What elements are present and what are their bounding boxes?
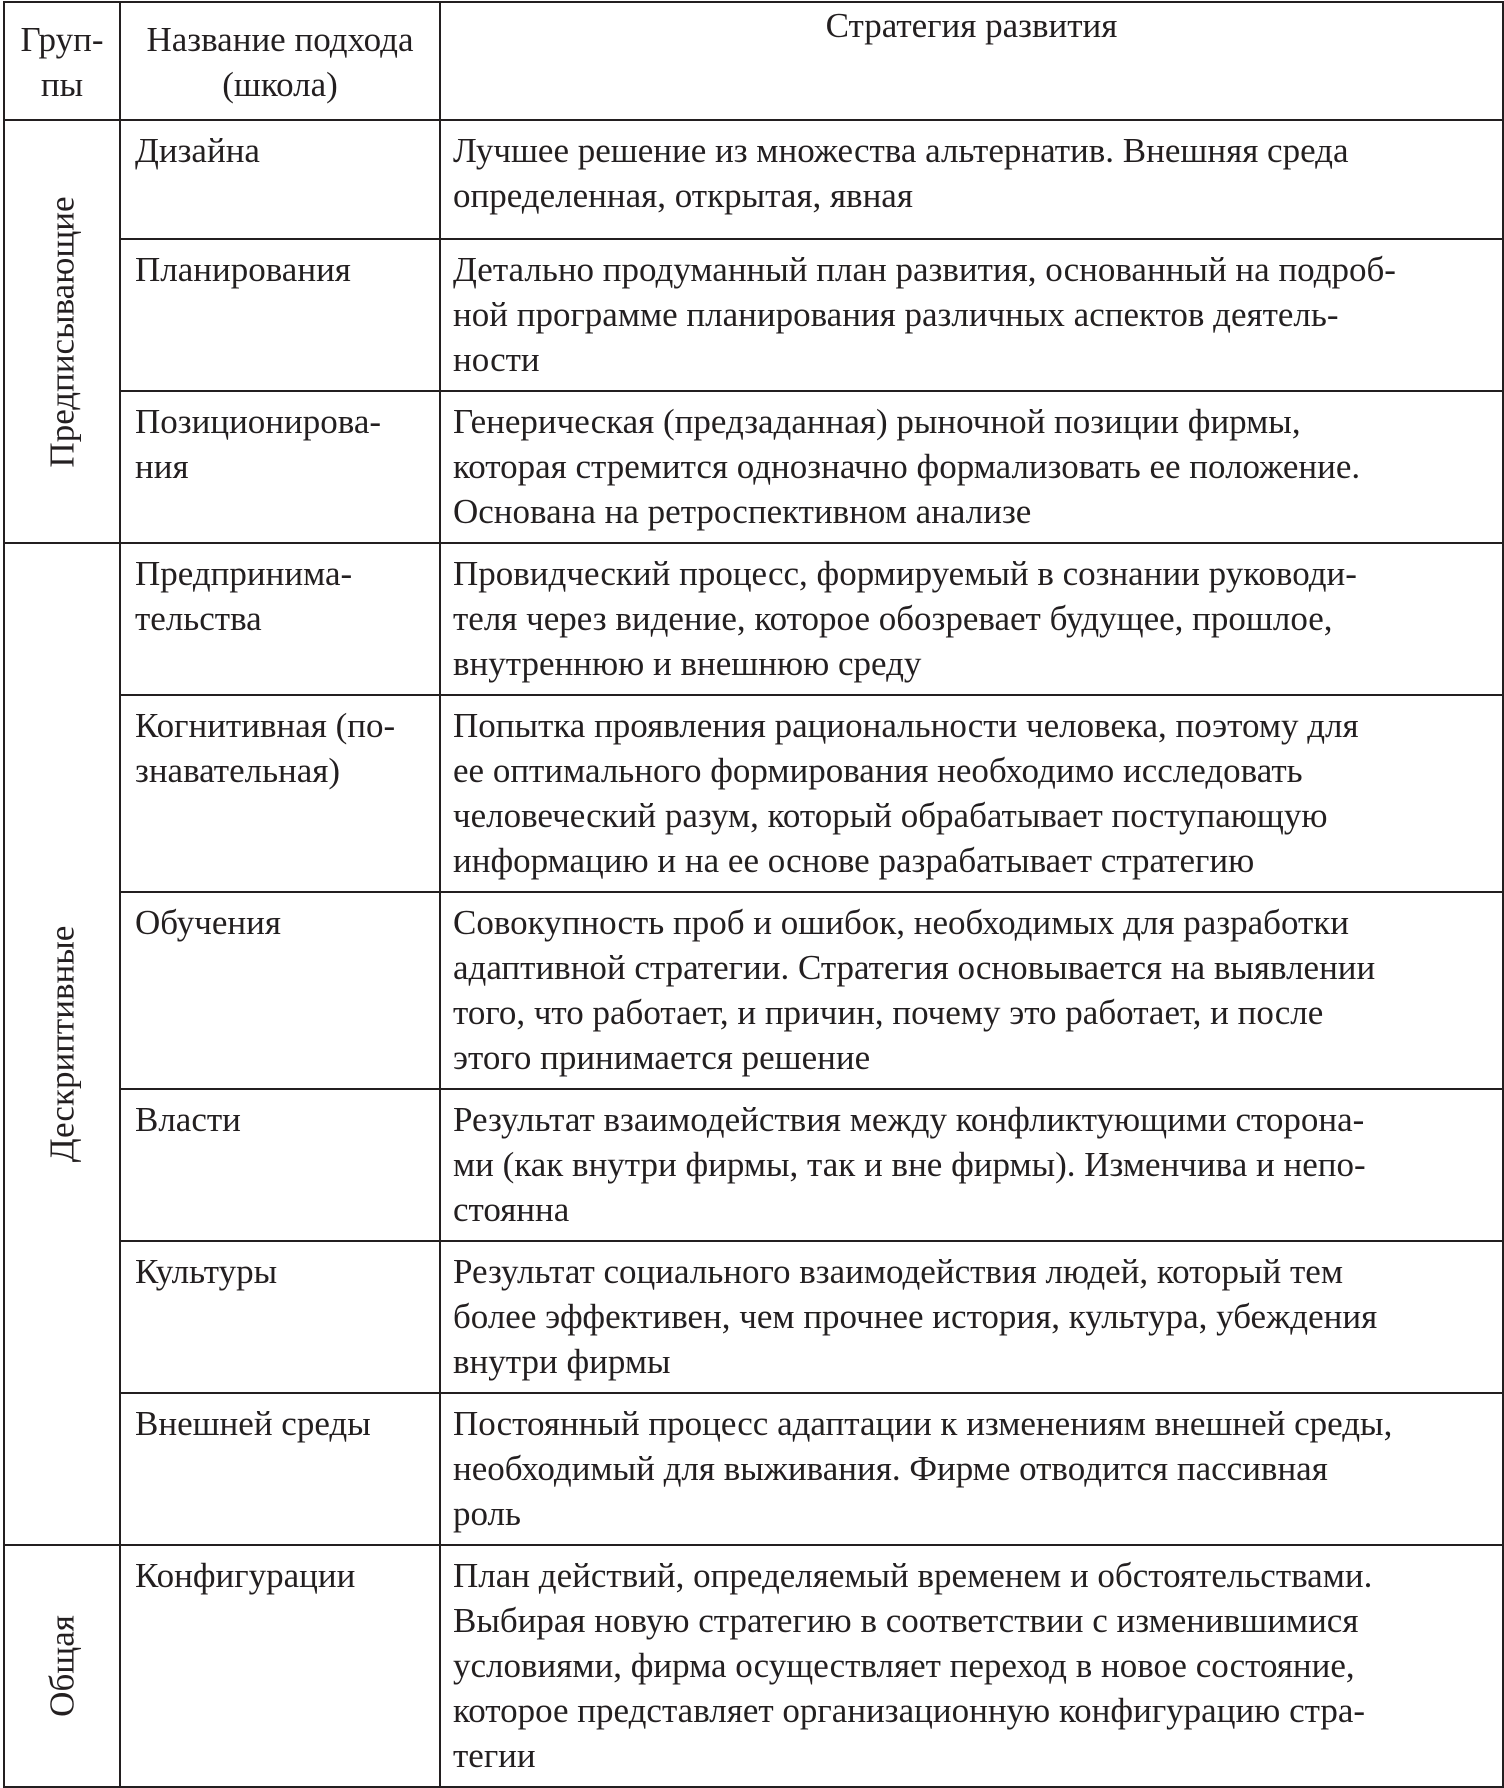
school-name: Обучения [135,903,281,942]
header-group-label: Груп- пы [20,20,104,104]
strategy-cell [440,892,1503,1089]
strategy-cell [440,543,1503,695]
strategy-cell [440,1089,1503,1241]
group-label-prescriptive: Предписывающие [42,195,82,468]
strategy-cell [440,1241,1503,1393]
group-label-general: Общая [42,1615,82,1717]
strategy-cell [440,239,1503,391]
school-name: Когнитивная (по- знавательная) [135,706,396,790]
strategy-cell [440,695,1503,892]
header-cell-strategy [440,2,1503,120]
school-name: Внешней среды [135,1404,371,1443]
table-row [4,239,1503,391]
school-name: Дизайна [135,131,260,170]
table-row [4,543,1503,695]
table-row [4,1089,1503,1241]
strategy-text: План действий, определяемый временем и обстоятельствами. Выбирая новую стратегию в соответствии с изменившимися условиями, фирма осуществляет переход в новое состояние, которое представляет организационную конфигурацию стра- тегии [453,1556,1373,1775]
school-cell [120,695,440,892]
strategy-cell [440,120,1503,239]
school-cell [120,1545,440,1787]
strategy-cell [440,1393,1503,1545]
strategy-text: Детально продуманный план развития, основанный на подроб- ной программе планирования различных аспектов деятель- ности [453,250,1396,379]
table-row [4,695,1503,892]
school-cell [120,543,440,695]
school-name: Предпринима- тельства [135,554,353,638]
strategy-cell [440,391,1503,543]
school-name: Позиционирова- ния [135,402,382,486]
school-cell [120,1241,440,1393]
school-cell [120,892,440,1089]
school-cell [120,391,440,543]
school-name: Конфигурации [135,1556,356,1595]
header-cell-school [120,2,440,120]
group-label-descriptive: Дескриптивные [42,925,82,1163]
strategy-text: Попытка проявления рациональности человека, поэтому для ее оптимального формирования необходимо исследовать человеческий разум, который обрабатывает поступающую информацию и на ее основе разрабатывает стратегию [453,706,1359,880]
strategy-text: Результат взаимодействия между конфликтующими сторона- ми (как внутри фирмы, так и вне фирмы). Изменчива и непо- стоянна [453,1100,1366,1229]
school-cell [120,120,440,239]
header-school-label: Название подхода (школа) [146,20,414,104]
table-row [4,892,1503,1089]
strategy-schools-table [3,1,1504,1788]
table-header-row [4,2,1503,120]
strategy-text: Результат социального взаимодействия людей, который тем более эффективен, чем прочнее история, культура, убеждения внутри фирмы [453,1252,1378,1381]
table-row [4,120,1503,239]
header-strategy-label: Стратегия развития [825,6,1118,45]
school-name: Культуры [135,1252,278,1291]
group-cell-general [4,1545,120,1787]
school-cell [120,1089,440,1241]
strategy-text: Провидческий процесс, формируемый в сознании руководи- теля через видение, которое обозревает будущее, прошлое, внутреннюю и внешнюю среду [453,554,1357,683]
table-row [4,1241,1503,1393]
table-row [4,1393,1503,1545]
header-cell-group [4,2,120,120]
table-row [4,1545,1503,1787]
table-row [4,391,1503,543]
school-name: Власти [135,1100,241,1139]
school-cell [120,239,440,391]
school-name: Планирования [135,250,351,289]
group-cell-prescriptive [4,120,120,543]
strategy-cell [440,1545,1503,1787]
strategy-text: Совокупность проб и ошибок, необходимых для разработки адаптивной стратегии. Стратегия основывается на выявлении того, что работает, и причин, почему это работает, и после этого принимается решение [453,903,1376,1077]
strategy-text: Постоянный процесс адаптации к изменениям внешней среды, необходимый для выживания. Фирме отводится пассивная роль [453,1404,1393,1533]
school-cell [120,1393,440,1545]
strategy-text: Генерическая (предзаданная) рыночной позиции фирмы, которая стремится однозначно формализовать ее положение. Основана на ретроспективном анализе [453,402,1361,531]
group-cell-descriptive [4,543,120,1545]
strategy-text: Лучшее решение из множества альтернатив. Внешняя среда определенная, открытая, явная [453,131,1349,215]
